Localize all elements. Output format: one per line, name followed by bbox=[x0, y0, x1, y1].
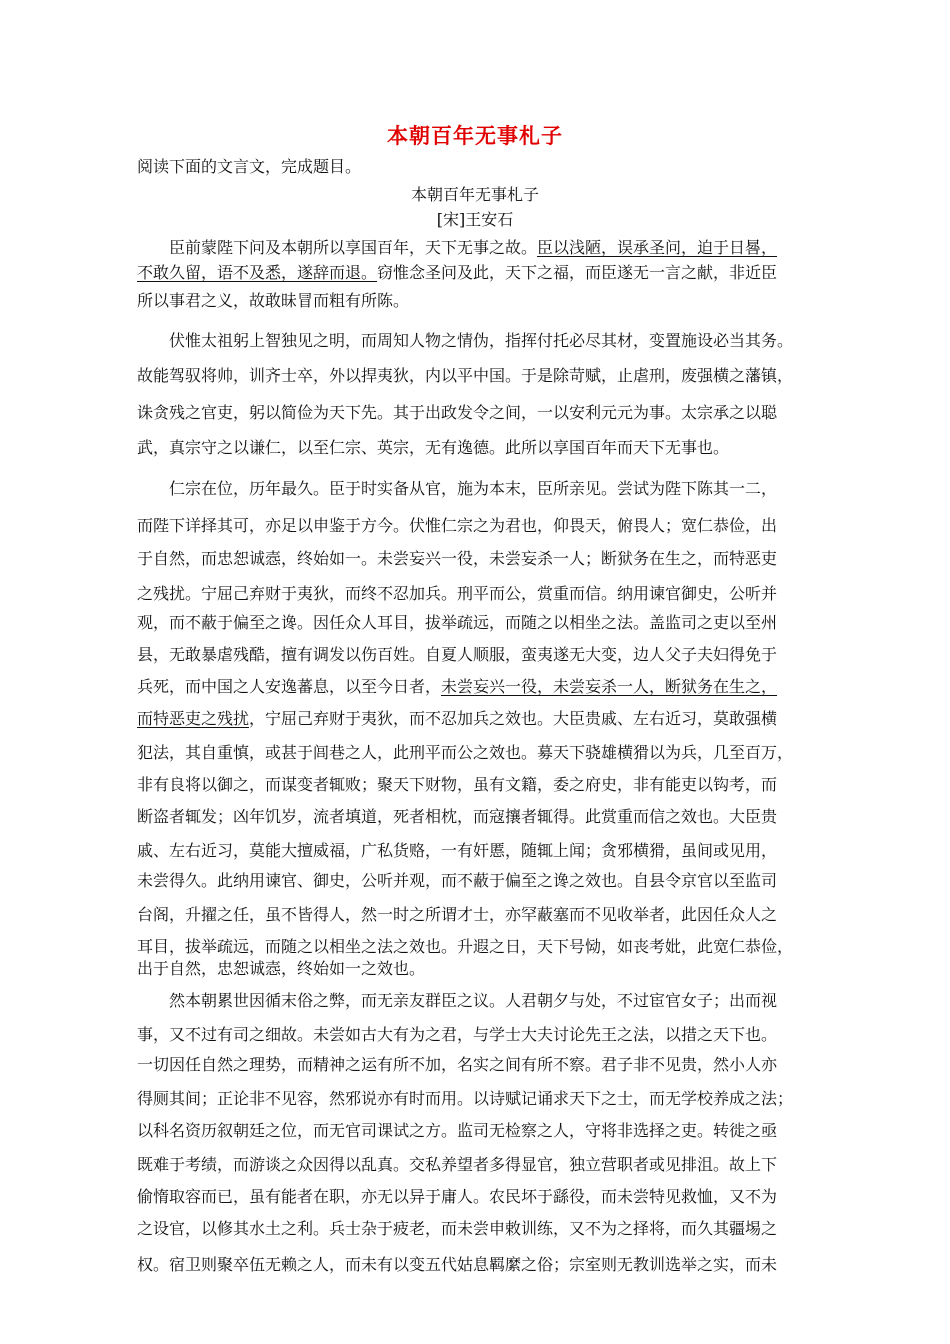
passage-text: 台阁，升擢之任，虽不皆得人，然一时之所谓才士，亦罕蔽塞而不见收举者，此因任众人之 bbox=[137, 905, 778, 924]
instruction-text: 阅读下面的文言文，完成题目。 bbox=[137, 157, 362, 176]
passage-line bbox=[137, 1024, 817, 1046]
passage-line bbox=[137, 806, 817, 828]
passage-line bbox=[137, 1054, 817, 1076]
underlined-text: 未尝妄兴一役，未尝妄杀一人，断狱务在生之， bbox=[441, 677, 778, 696]
passage-text: 以科名资历叙朝廷之位，而无官司课试之方。监司无检察之人，守将非选择之吏。转徙之亟 bbox=[137, 1121, 778, 1140]
passage-text: 兵死，而中国之人安逸蕃息，以至今日者， bbox=[137, 677, 442, 696]
passage-text: 窃惟念圣问及此，天下之福，而臣遂无一言之献，非近臣 bbox=[377, 263, 778, 282]
passage-line bbox=[137, 644, 817, 666]
passage-text: 之设官，以修其水土之利。兵士杂于疲老，而未尝申敕训练，又不为之择将，而久其疆埸之 bbox=[137, 1219, 778, 1238]
passage-text: ，宁屈己弃财于夷狄，而不忍加兵之效也。大臣贵戚、左右近习，莫敢强横 bbox=[249, 709, 778, 728]
passage-text: 一切因任自然之理势，而精神之运有所不加，名实之间有所不察。君子非不见贵，然小人亦 bbox=[137, 1055, 778, 1074]
passage-text: 于自然，而忠恕诚悫，终始如一。未尝妄兴一役，未尝妄杀一人；断狱务在生之，而特恶吏 bbox=[137, 549, 778, 568]
passage-text: 得厕其间；正论非不见容，然邪说亦有时而用。以诗赋记诵求天下之士，而无学校养成之法； bbox=[137, 1089, 794, 1108]
passage-text: 故能驾驭将帅，训齐士卒，外以捍夷狄，内以平中国。于是除苛赋，止虐刑，废强横之藩镇， bbox=[137, 366, 794, 385]
underlined-text: 而特恶吏之残扰 bbox=[137, 709, 250, 728]
page-title: 本朝百年无事札子 bbox=[387, 124, 563, 148]
passage-text: 既难于考绩，而游谈之众因得以乱真。交私养望者多得显官，独立营职者或见排沮。故上下 bbox=[137, 1155, 778, 1174]
passage-line bbox=[137, 742, 817, 764]
passage-text: 之残扰。宁屈己弃财于夷狄，而终不忍加兵。刑平而公，赏重而信。纳用谏官御史，公听并 bbox=[137, 584, 778, 603]
passage-line bbox=[137, 870, 817, 892]
passage-text: 诛贪残之官吏，躬以简俭为天下先。其于出政发令之间，一以安利元元为事。太宗承之以聪 bbox=[137, 403, 778, 422]
passage-line bbox=[137, 583, 817, 605]
passage-text: 事，又不过有司之细故。未尝如古大有为之君，与学士大夫讨论先王之法，以措之天下也。 bbox=[137, 1025, 778, 1044]
passage-line bbox=[137, 936, 817, 958]
passage-line bbox=[137, 676, 817, 698]
passage-text: 出于自然，忠恕诚悫，终始如一之效也。 bbox=[137, 959, 426, 978]
passage-line bbox=[137, 262, 817, 284]
author-line: [宋]王安石 bbox=[436, 210, 514, 229]
passage-text: 非有良将以御之，而谋变者辄败；聚天下财物，虽有文籍，委之府史，非有能吏以钩考，而 bbox=[137, 775, 778, 794]
passage-line bbox=[137, 478, 817, 500]
passage-line bbox=[137, 402, 817, 424]
passage-text: 断盗者辄发；凶年饥岁，流者填道，死者相枕，而寇攘者辄得。此赏重而信之效也。大臣贵 bbox=[137, 807, 778, 826]
passage-text: 然本朝累世因循末俗之弊，而无亲友群臣之议。人君朝夕与处，不过宦官女子；出而视 bbox=[137, 991, 778, 1010]
passage-text: 观，而不蔽于偏至之谗。因任众人耳目，拔举疏远，而随之以相坐之法。盖监司之吏以至州 bbox=[137, 613, 778, 632]
passage-line bbox=[137, 1186, 817, 1208]
passage-text: 戚、左右近习，莫能大擅威福，广私货赂，一有奸慝，随辄上闻；贪邪横猾，虽间或见用， bbox=[137, 841, 778, 860]
passage-line bbox=[137, 1120, 817, 1142]
passage-text: 偷惰取容而已，虽有能者在职，亦无以异于庸人。农民坏于繇役，而未尝特见救恤，又不为 bbox=[137, 1187, 778, 1206]
passage-text: 权。宿卫则聚卒伍无赖之人，而未有以变五代姑息羁縻之俗；宗室则无教训选举之实，而未 bbox=[137, 1255, 778, 1274]
passage-line bbox=[137, 365, 817, 387]
passage-text: 伏惟太祖躬上智独见之明，而周知人物之情伪，指挥付托必尽其材，变置施设必当其务。 bbox=[137, 331, 794, 350]
passage-line bbox=[137, 437, 817, 459]
underlined-text: 不敢久留，语不及悉，遂辞而退。 bbox=[137, 263, 378, 282]
passage-line bbox=[137, 330, 817, 352]
passage-line bbox=[137, 904, 817, 926]
passage-line bbox=[137, 1254, 817, 1276]
passage-text: 武，真宗守之以谦仁，以至仁宗、英宗，无有逸德。此所以享国百年而天下无事也。 bbox=[137, 438, 730, 457]
underlined-text: 臣以浅陋，误承圣问，迫于日晷， bbox=[537, 238, 778, 257]
passage-line bbox=[137, 1218, 817, 1240]
passage-text: 臣前蒙陛下问及本朝所以享国百年，天下无事之故。 bbox=[137, 238, 538, 257]
passage-line bbox=[137, 774, 817, 796]
passage-line bbox=[137, 1088, 817, 1110]
passage-line bbox=[137, 237, 817, 259]
passage-text: 而陛下详择其可，亦足以申鉴于方今。伏惟仁宗之为君也，仰畏天，俯畏人；宽仁恭俭，出 bbox=[137, 516, 778, 535]
passage-text: 所以事君之义，故敢昧冒而粗有所陈。 bbox=[137, 291, 410, 310]
passage-text: 未尝得久。此纳用谏官、御史，公听并观，而不蔽于偏至之谗之效也。自县令京官以至监司 bbox=[137, 871, 778, 890]
passage-line bbox=[137, 290, 817, 312]
text-title: 本朝百年无事札子 bbox=[410, 185, 539, 204]
passage-line bbox=[137, 840, 817, 862]
passage-line bbox=[137, 612, 817, 634]
passage-text: 犯法，其自重慎，或甚于闾巷之人，此刑平而公之效也。募天下骁雄横猾以为兵，几至百万， bbox=[137, 743, 794, 762]
passage-line bbox=[137, 548, 817, 570]
passage-text: 耳目，拔举疏远，而随之以相坐之法之效也。升遐之日，天下号恸，如丧考妣，此宽仁恭俭， bbox=[137, 937, 794, 956]
passage-line bbox=[137, 708, 817, 730]
passage-text: 仁宗在位，历年最久。臣于时实备从官，施为本末，臣所亲见。尝试为陛下陈其一二， bbox=[137, 479, 778, 498]
passage-line bbox=[137, 958, 817, 980]
passage-text: 县，无敢暴虐残酷，擅有调发以伤百姓。自夏人顺服，蛮夷遂无大变，边人父子夫妇得免于 bbox=[137, 645, 778, 664]
passage-line bbox=[137, 990, 817, 1012]
passage-line bbox=[137, 515, 817, 537]
passage-line bbox=[137, 1154, 817, 1176]
